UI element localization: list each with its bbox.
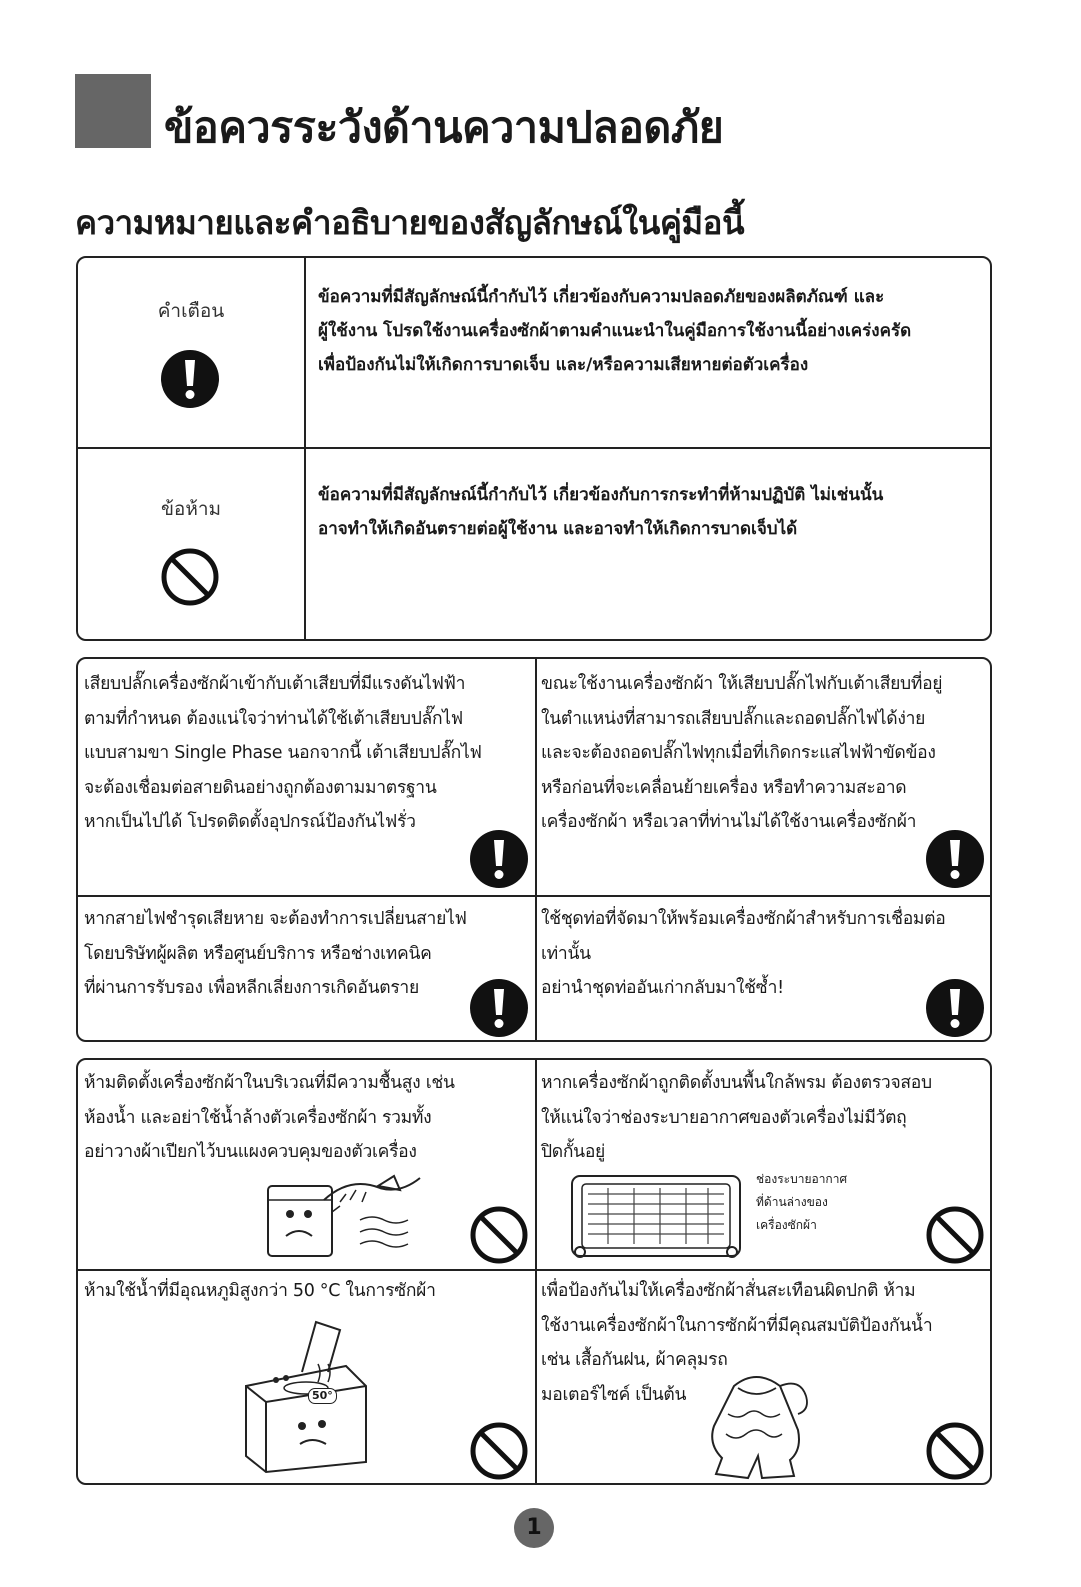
warning-item-damaged-cord bbox=[84, 902, 467, 1006]
exclamation-icon bbox=[161, 350, 219, 408]
page-number: 1 bbox=[514, 1508, 554, 1548]
water-spray-illustration bbox=[260, 1170, 430, 1262]
raincoat-illustration bbox=[698, 1370, 814, 1482]
text-line: ให้แน่ใจว่าช่องระบายอากาศของตัวเครื่องไม่มีวัตถุ bbox=[541, 1107, 907, 1128]
text-line: ตามที่กำหนด ต้องแน่ใจว่าท่านได้ใช้เต้าเสียบปลั๊กไฟ bbox=[84, 708, 463, 729]
warnings-divider-vertical bbox=[535, 659, 537, 1040]
warning-label: คำเตือน bbox=[157, 300, 225, 322]
warning-description-line: เพื่อป้องกันไม่ให้เกิดการบาดเจ็บ และ/หรือความเสียหายต่อตัวเครื่อง bbox=[318, 355, 809, 375]
text-line: เสียบปลั๊กเครื่องซักผ้าเข้ากับเต้าเสียบที่มีแรงดันไฟฟ้า bbox=[84, 674, 466, 694]
text-line: หรือก่อนที่จะเคลื่อนย้ายเครื่อง หรือทำความสะอาด bbox=[541, 777, 907, 798]
text-line: และจะต้องถอดปลั๊กไฟทุกเมื่อที่เกิดกระแสไฟฟ้าขัดข้อง bbox=[541, 743, 936, 763]
prohibition-description-line: อาจทำให้เกิดอันตรายต่อผู้ใช้งาน และอาจทำให้เกิดการบาดเจ็บได้ bbox=[318, 519, 798, 539]
text-line: อย่านำชุดท่ออันเก่ากลับมาใช้ซ้ำ! bbox=[541, 978, 784, 998]
exclamation-icon bbox=[470, 830, 528, 888]
header-square bbox=[75, 74, 151, 148]
caption-line: ช่องระบายอากาศ bbox=[756, 1172, 848, 1186]
text-line: ห้ามใช้น้ำที่มีอุณหภูมิสูงกว่า 50 °C ในการซักผ้า bbox=[84, 1281, 436, 1301]
text-line: เครื่องซักผ้า หรือเวลาที่ท่านไม่ได้ใช้งานเครื่องซักผ้า bbox=[541, 812, 917, 832]
prohibition-icon bbox=[161, 548, 219, 606]
prohibitions-divider-vertical bbox=[535, 1060, 537, 1483]
text-line: หากเป็นไปได้ โปรดติดตั้งอุปกรณ์ป้องกันไฟรั่ว bbox=[84, 812, 416, 832]
warning-item-power-outlet bbox=[84, 667, 482, 840]
prohibition-item-hot-water bbox=[84, 1274, 436, 1309]
text-line: ห้องน้ำ และอย่าใช้น้ำล้างตัวเครื่องซักผ้า รวมทั้ง bbox=[84, 1107, 432, 1128]
text-line: เช่น เสื้อกันฝน, ผ้าคลุมรถ bbox=[541, 1350, 728, 1370]
text-line: เท่านั้น bbox=[541, 943, 591, 964]
exclamation-icon bbox=[470, 979, 528, 1037]
warning-item-unplug bbox=[541, 667, 942, 840]
text-line: ใช้งานเครื่องซักผ้าในการซักผ้าที่มีคุณสมบัติป้องกันน้ำ bbox=[541, 1315, 933, 1336]
text-line: ปิดกั้นอยู่ bbox=[541, 1142, 605, 1162]
prohibition-item-ventilation bbox=[541, 1066, 932, 1170]
text-line: โดยบริษัทผู้ผลิต หรือศูนย์บริการ หรือช่างเทคนิค bbox=[84, 943, 432, 964]
text-line: ขณะใช้งานเครื่องซักผ้า ให้เสียบปลั๊กไฟกับเต้าเสียบที่อยู่ bbox=[541, 674, 943, 694]
ventilation-caption bbox=[756, 1168, 847, 1237]
text-line: แบบสามขา Single Phase นอกจากนี้ เต้าเสียบปลั๊กไฟ bbox=[84, 743, 482, 763]
hot-water-illustration bbox=[236, 1316, 376, 1476]
text-line: มอเตอร์ไซค์ เป็นต้น bbox=[541, 1384, 687, 1405]
text-line: ที่ผ่านการรับรอง เพื่อหลีกเลี่ยงการเกิดอันตราย bbox=[84, 978, 419, 998]
warning-description-line: ข้อความที่มีสัญลักษณ์นี้กำกับไว้ เกี่ยวข้องกับความปลอดภัยของผลิตภัณฑ์ และ bbox=[318, 287, 885, 307]
prohibitions-divider-horizontal bbox=[78, 1269, 990, 1271]
text-line: ในตำแหน่งที่สามารถเสียบปลั๊กและถอดปลั๊กไฟได้ง่าย bbox=[541, 708, 926, 729]
symbol-legend-table bbox=[76, 256, 992, 641]
prohibition-icon bbox=[470, 1422, 528, 1480]
prohibition-description bbox=[318, 478, 986, 546]
text-line: อย่าวางผ้าเปียกไว้บนแผงควบคุมของตัวเครื่อง bbox=[84, 1142, 417, 1162]
caption-line: เครื่องซักผ้า bbox=[756, 1218, 817, 1232]
prohibitions-table bbox=[76, 1058, 992, 1485]
caption-line: ที่ด้านล่างของ bbox=[756, 1195, 828, 1209]
temperature-label: 50° bbox=[308, 1388, 337, 1404]
machine-base-illustration bbox=[568, 1170, 744, 1262]
warning-description-line: ผู้ใช้งาน โปรดใช้งานเครื่องซักผ้าตามคำแนะนำในคู่มือการใช้งานนี้อย่างเคร่งครัด bbox=[318, 321, 912, 341]
prohibition-icon bbox=[926, 1206, 984, 1264]
warning-item-hose-set bbox=[541, 902, 945, 1006]
page-title: ข้อควรระวังด้านความปลอดภัย bbox=[164, 103, 724, 153]
warning-description bbox=[318, 280, 986, 382]
section-title: ความหมายและคำอธิบายของสัญลักษณ์ในคู่มือนี้ bbox=[75, 203, 745, 242]
text-line: จะต้องเชื่อมต่อสายดินอย่างถูกต้องตามมาตรฐาน bbox=[84, 777, 437, 798]
exclamation-icon bbox=[926, 979, 984, 1037]
legend-divider-horizontal bbox=[78, 447, 990, 449]
text-line: ใช้ชุดท่อที่จัดมาให้พร้อมเครื่องซักผ้าสำหรับการเชื่อมต่อ bbox=[541, 909, 946, 929]
prohibition-label: ข้อห้าม bbox=[160, 498, 222, 520]
text-line: หากสายไฟชำรุดเสียหาย จะต้องทำการเปลี่ยนสายไฟ bbox=[84, 909, 467, 929]
exclamation-icon bbox=[926, 830, 984, 888]
text-line: ห้ามติดตั้งเครื่องซักผ้าในบริเวณที่มีความชื้นสูง เช่น bbox=[84, 1073, 455, 1093]
text-line: หากเครื่องซักผ้าถูกติดตั้งบนพื้นใกล้พรม ต้องตรวจสอบ bbox=[541, 1073, 932, 1093]
warnings-table bbox=[76, 657, 992, 1042]
prohibition-item-humidity bbox=[84, 1066, 455, 1170]
warnings-divider-horizontal bbox=[78, 895, 990, 897]
prohibition-description-line: ข้อความที่มีสัญลักษณ์นี้กำกับไว้ เกี่ยวข้องกับการกระทำที่ห้ามปฏิบัติ ไม่เช่นนั้น bbox=[318, 485, 884, 505]
prohibition-icon bbox=[926, 1422, 984, 1480]
text-line: เพื่อป้องกันไม่ให้เครื่องซักผ้าสั่นสะเทือนผิดปกติ ห้าม bbox=[541, 1281, 916, 1301]
prohibition-icon bbox=[470, 1206, 528, 1264]
